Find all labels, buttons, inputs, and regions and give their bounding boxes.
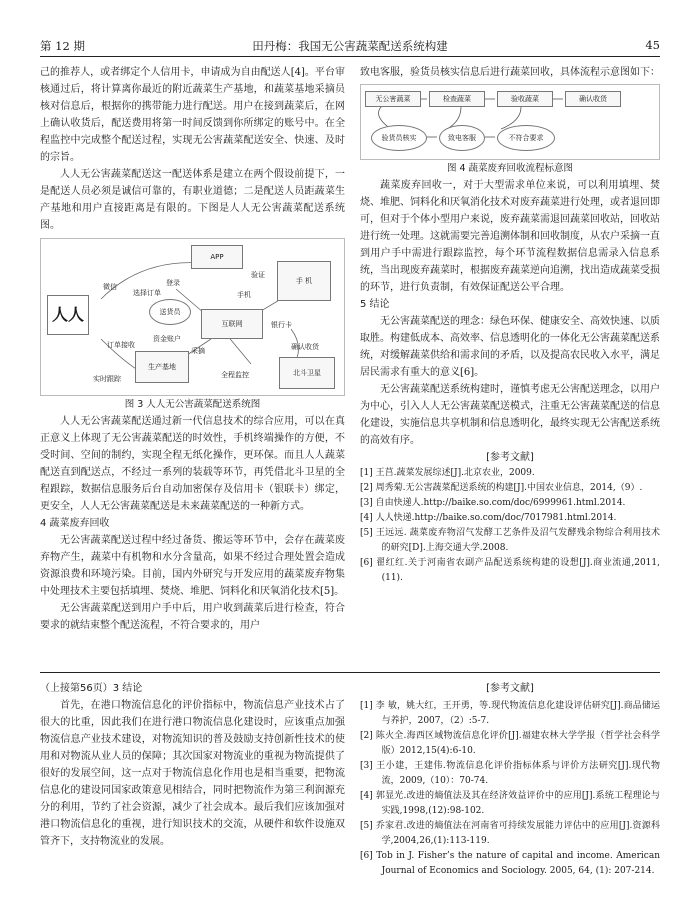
article-title: 田丹梅：我国无公害蔬菜配送系统构建: [252, 39, 448, 53]
references-heading: [参考文献]: [486, 452, 534, 463]
renren-logo: 人人: [51, 305, 84, 324]
paragraph: 蔬菜废弃回收一，对于大型需求单位来说，可以利用填埋、焚烧、堆肥、饲料化和厌氧消化技术对废弃蔬菜进行处理，或者退回即可，但对于个体小型用户来说，废弃蔬菜需退回蔬菜回收站，回收站进行统一处理。这就需要完善追溯体制和回收制度，从农户采摘一直到用户手中需进行跟踪监控，每个环节流程数据信息需录入信息系统，当出现废弃蔬菜时，根据废弃蔬菜逆向追溯，找出造成蔬菜受损的环节，进行负责制，有效保证配送公平合理。: [360, 180, 660, 293]
figure-3: 人人 APP 手 机 互联网 生产基地 北斗卫星 送货员 选择订单 登录 验证 手机 微信 订单接收 资金账户 实时跟踪 采摘 全程监控 银行卡 确认收货: [40, 238, 345, 396]
paragraph: 无公害蔬菜配送系统构建时，谨慎考虑无公害配送理念，以用户为中心，引入人人无公害蔬菜配送模式，注重无公害蔬菜配送的信息化建设，实施信息共享机制和信息透明化，最终实现无公害配送系统的高效有序。: [360, 384, 660, 446]
reference-item: [3] 自由快递人.http://baike.so.com/doc/6999961.html.2014.: [360, 498, 626, 508]
figure-4: [360, 84, 660, 160]
paragraph: 人人无公害蔬菜配送这一配送体系是建立在两个假设前提下，一是配送人员必须是诚信可靠的，有职业道德；二是配送人员距蔬菜生产基地和用户直接距离是有限的。下图是人人无公害蔬菜配送系统图。: [40, 169, 345, 231]
beidou-box: 北斗卫星: [279, 357, 335, 389]
reference-item: [4] 人人快递.http://baike.so.com/doc/7017981.html.2014.: [360, 513, 617, 523]
left-column: [40, 64, 345, 634]
reference-item: [4] 郭显光.改进的熵值法及其在经济效益评价中的应用[J].系统工程理论与实践,1998,(12):98-102.: [360, 791, 660, 816]
flow-step: 无公害蔬菜: [365, 91, 421, 107]
phone-box: 手 机: [277, 261, 331, 301]
page-number: 45: [645, 38, 660, 52]
reference-item: [2] 陈火全.海西区域物流信息化评价[J].福建农林大学学报（哲学社会科学版）2012,15(4):6-10.: [360, 731, 660, 756]
section-heading: 4 蔬菜废弃回收: [40, 518, 110, 529]
courier-node: 送货员: [149, 299, 191, 325]
flow-node: 不符合要求: [497, 125, 555, 151]
reference-item: [6] Tob in J. Fisher’s the nature of capital and income. American Journal of Economics and Sociology. 2005, 64, (1): 207-214.: [360, 851, 660, 876]
flow-node: 致电客服: [439, 125, 485, 151]
section-divider: [40, 672, 660, 673]
reference-item: [1] 李 敏，姚大红，王开勇，等.现代物流信息化建设评估研究[J].商品储运与养护，2007，（2）:5-7.: [360, 701, 660, 726]
figure-3-caption: 图 3 人人无公害蔬菜配送系统图: [124, 399, 261, 410]
reference-item: [5] 乔家君.改进的熵值法在河南省可持续发展能力评估中的应用[J].资源科学,2004,26,(1):113-119.: [360, 821, 660, 846]
base-box: 生产基地: [135, 351, 189, 383]
reference-item: [3] 王小建，王建伟.物流信息化评价指标体系与评价方法研究[J].现代物流，2009,（10）：70-74.: [360, 761, 660, 786]
internet-box: 互联网: [201, 309, 263, 339]
figure-4-caption: 图 4 蔬菜废弃回收流程标意图: [446, 163, 574, 174]
paragraph: 人人无公害蔬菜配送通过新一代信息技术的综合应用，可以在真正意义上体现了无公害蔬菜配送的时效性，手机终端操作的方便，不受时间、空间的制约，实现全程无纸化操作，更环保。而且人人蔬菜配送直到配送点，不经过一系列的装载等环节，再凭借北斗卫星的全程跟踪，数据信息服务后台自动加密保存及信用卡（银联卡）绑定，更安全，人人无公害蔬菜配送是未来蔬菜配送的一种新方式。: [40, 416, 345, 512]
issue-number: 第 12 期: [40, 39, 85, 53]
paragraph: 致电客服，验货员核实信息后进行蔬菜回收，具体流程示意图如下：: [360, 67, 660, 78]
paragraph: 首先，在港口物流信息化的评价指标中，物流信息产业技术占了很大的比重，因此我们在进行港口物流信息化建设时，应该重点加强物流信息产业技术建设，对物流知识的普及鼓励支持创新性技术的使用和对物流从业人员的保障；其次国家对物流业的重视为物流提供了很好的发展空间，这一点对于物流信息化作用也是相当重要，把物流信息化的建设同国家政策意见相结合，同时把物流作为第三利润源充分的利用，节约了社会资源，减少了社会成本。最后我们应该加强对港口物流信息化的重视，进行知识技术的交流，从硬件和软件设施双管齐下，支持物流业的发展。: [40, 700, 345, 847]
continued-article-left: [40, 680, 345, 850]
continued-article-references: [360, 680, 660, 879]
reference-item: [1] 王莒.蔬菜发展综述[J].北京农业，2009.: [360, 468, 535, 478]
flow-step: 验收蔬菜: [497, 91, 553, 107]
flow-node: 验货员核实: [371, 125, 427, 151]
reference-item: [2] 周秀菊.无公害蔬菜配送系统的构建[J].中国农业信息，2014,（9）.: [360, 483, 643, 493]
app-box: APP: [191, 245, 243, 269]
section-heading: 5 结论: [360, 299, 390, 310]
paragraph: 无公害蔬菜配送到用户手中后，用户收到蔬菜后进行检查，符合要求的就结束整个配送流程，不符合要求的，用户: [40, 603, 345, 631]
flow-step: 检查蔬菜: [429, 91, 485, 107]
references-heading: [参考文献]: [486, 683, 534, 694]
paragraph: 己的推荐人，或者绑定个人信用卡，申请成为自由配送人[4]。平台审核通过后，将计算离你最近的附近蔬菜生产基地，和蔬菜基地采摘员核对信息后，根据你的携带能力进行配送。用户在接到蔬菜后，在网上确认收货后，配送费用将第一时间反馈到你所绑定的账号中。在全程监控中完成整个配送过程，实现无公害蔬菜配送安全、快速、及时的宗旨。: [40, 67, 345, 163]
right-column: [360, 64, 660, 586]
continued-heading: （上接第56页）3 结论: [40, 683, 143, 694]
reference-item: [5] 王远远. 蔬菜废弃物沼气发酵工艺条件及沼气发酵残余物综合利用技术的研究[D].上海交通大学.2008.: [360, 528, 660, 553]
flow-step: 确认收货: [565, 91, 621, 107]
reference-item: [6] 翟红红.关于河南省农副产品配送系统构建的设想[J].商业流通,2011,(11).: [360, 558, 660, 583]
paragraph: 无公害蔬菜配送的理念：绿色环保、健康安全、高效快速、以质取胜。构建低成本、高效率、信息透明化的一体化无公害蔬菜配送系统，对缓解蔬菜供给和需求间的矛盾，以及提高农民收入水平，满足居民需求有重大的意义[6]。: [360, 316, 660, 378]
logo-box: [47, 295, 89, 335]
running-header: [40, 36, 660, 57]
paragraph: 无公害蔬菜配送过程中经过备货、搬运等环节中，会存在蔬菜废弃物产生，蔬菜中有机物和水分含量高，如果不经过合理处置会造成资源浪费和环境污染。目前，国内外研究与开发应用的蔬菜废弃物集中处理技术主要包括填埋、焚烧、堆肥、饲料化和厌氧消化技术[5]。: [40, 535, 345, 597]
